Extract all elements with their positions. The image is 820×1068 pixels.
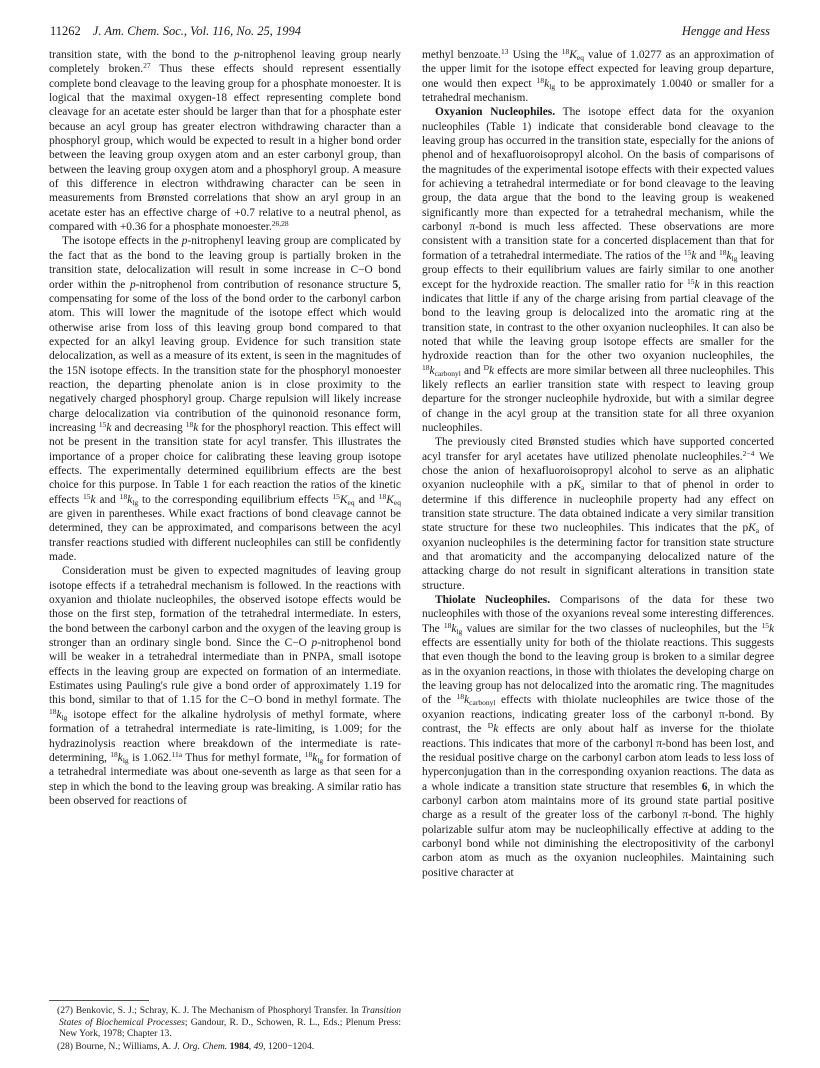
footnote: (28) Bourne, N.; Williams, A. J. Org. Chem. 1984, 49, 1200−1204.: [57, 1040, 315, 1052]
paragraph-text: Comparisons of the data for these two nucleophiles with those of the oxyanions reveal some interesting differences. The $^{18}k_{lg}$ values are similar for the two classes of nucleophiles, but the $^{15}$k effects are essentially unity for both of the thiolate reactions. This suggests that even though the bond to the leaving group is broken to a similar degree as in the oxyanion reactions, in those with thiolates the developing charge on the leaving group has not delocalized into the aromatic ring. The magnitudes of the $^{18}k_{carbonyl}$ effects with thiolate nucleophiles are twice those of the oxyanion reactions, indicating greater loss of the carbonyl π-bond. By contrast, the $^D$k effects are only about half as inverse for the thiolate reactions. This indicates that more of the carbonyl π-bond has been lost, and the residual positive charge on the carbonyl carbon atom leads to less loss of hyperconjugation than in the corresponding oxyanion reactions. The data as a whole indicate a transition state structure that resembles 6, in which the carbonyl carbon atom maintains more of its ground state partial positive charge as a result of the greater loss of the carbonyl π-bond. The highly polarizable sulfur atom may be nucleophilically effective at adding to the carbonyl bond while not diminishing the electropositivity of the carbonyl carbon atom as much as the oxyanion nucleophiles. Maintaining such positive character at: [422, 594, 775, 879]
footnote-rule: [49, 1000, 149, 1001]
running-header: [50, 24, 770, 40]
paragraph: The isotope effects in the p-nitrophenyl leaving group are complicated by the fact that as the bond to the leaving group is partially broken in the transition state, delocalization will result in some increase in C−O bond order within the p-nitrophenol from contribution of resonance structure 5, compensating for some of the loss of the bond order to the carbonyl carbon atom. This will lower the magnitude of the isotope effect which would otherwise arise from loss of this leaving group bond compared to that expected for an alkyl leaving group. Evidence for such transition state delocalization, as well as a measure of its extent, is seen in the magnitudes of the 15N isotope effects. In the transition state for the phosphoryl monoester reaction, the departing phenolate anion is in close proximity to the negatively charged phosphoryl group. Charge repulsion will likely increase charge delocalization via contribution of the quinonoid resonance form, increasing $^{15}$k and decreasing $^{18}$k for the phosphoryl reaction. This effect will not be present in the transition state for acyl transfer. This illustrates the importance of a proper choice for calibrating these leaving group isotope effects. The experimentally determined equilibrium effects are the best choice for this purpose. In Table 1 for each reaction the ratios of the kinetic effects $^{15}$k and $^{18}k_{lg}$ to the corresponding equilibrium effects $^{15}K_{eq}$ and $^{18}K_{eq}$ are given in parentheses. While exact fractions of bond cleavage cannot be determined, they can be approximated, and comparisons between the acyl transfer reactions studied with different nucleophiles can still be confidently made.: [49, 235, 401, 564]
footnotes: [49, 1000, 401, 1053]
page-number: 11262: [50, 24, 81, 38]
footnote: (27) Benkovic, S. J.; Schray, K. J. The Mechanism of Phosphoryl Transfer. In Transition States of Biochemical Processes; Gandour, R. D., Schowen, R. L., Eds.; Plenum Press: New York, 1978; Chapter 13.: [57, 1005, 401, 1040]
right-column: [422, 48, 774, 880]
header-authors: Hengge and Hess: [681, 24, 770, 38]
paragraph: [422, 105, 774, 435]
section-heading: Oxyanion Nucleophiles.: [435, 106, 556, 119]
paragraph: transition state, with the bond to the p-nitrophenol leaving group nearly completely broken.$^{27}$ Thus these effects should represent essentially complete bond cleavage to the leaving group for a phosphate monoester. It is logical that the maximal oxygen-18 effect representing complete bond cleavage for an acetate ester should be larger than that for a phosphate ester because an acyl group has greater electron withdrawing character than a phosphoryl group, which would be expected to result in a higher bond order between the leaving group oxygen atom and an ester carbonyl group, than between the leaving group oxygen atom and a phosphoryl group. A measure of this difference in electron withdrawing character can be seen in measurements from Brønsted correlations that show an aryl group in an acetate ester has an effective charge of +0.7 relative to a neutral phenol, as compared with +0.36 for a phosphate monoester.$^{26,28}$: [49, 49, 401, 234]
paragraph: The previously cited Brønsted studies which have supported concerted acyl transfer for aryl acetates have utilized phenolate nucleophiles.$^{2-4}$ We chose the anion of hexafluoroisopropyl alcohol to serve as an aliphatic oxyanion nucleophile with a $pK_a$ similar to that of phenol in order to determine if this difference in nucleophile property had any effect on transition state structure. The data obtained indicate a very similar transition state structure for these two nucleophiles. This indicates that the $pK_a$ of oxyanion nucleophiles is the determining factor for transition state structure and that aromaticity and the accompanying delocalized nature of the attacking charge do not result in significant alterations in transition state structure.: [422, 436, 774, 592]
paragraph: [422, 593, 774, 880]
left-column: [49, 48, 401, 808]
section-heading: Thiolate Nucleophiles.: [435, 594, 551, 607]
journal-citation: J. Am. Chem. Soc., Vol. 116, No. 25, 1994: [92, 24, 301, 38]
paragraph: Consideration must be given to expected magnitudes of leaving group isotope effects if a tetrahedral mechanism is followed. In the reactions with oxyanion and thiolate nucleophiles, the observed isotope effects would be those on the first step, formation of the tetrahedral intermediate. In esters, the bond between the carbonyl carbon and the oxygen of the leaving group is stronger than an ordinary single bond. Since the C−O p-nitrophenol bond will be weaker in a tetrahedral intermediate than in PNPA, small isotope effects in the leaving group are expected on formation of an intermediate. Estimates using Pauling's rule give a bond order of approximately 1.19 for this bond, similar to that of 1.15 for the C−O bond in methyl formate. The $^{18}k_{lg}$ isotope effect for the alkaline hydrolysis of methyl formate, where formation of a tetrahedral intermediate is rate-limiting, is 1.009; for the hydrazinolysis reaction where breakdown of the intermediate is rate-determining, $^{18}k_{lg}$ is 1.062.$^{11a}$ Thus for methyl formate, $^{18}k_{lg}$ for formation of a tetrahedral intermediate was about one-seventh as large as that seen for a step in which the bond to the leaving group was breaking. A similar ratio has been observed for reactions of: [49, 565, 402, 807]
header-left: [50, 24, 301, 39]
paragraph-text: The isotope effect data for the oxyanion nucleophiles (Table 1) indicate that considerable bond cleavage to the leaving group has occurred in the transition state, especially for the anions of phenol and of hexafluoroisopropyl alcohol. On the basis of comparisons of the magnitudes of the experimental isotope effects with their expected values for achieving a tetrahedral intermediate or for bond cleavage to the leaving group, the data argue that the bond to the leaving group is weakened significantly more than expected for a tetrahedral mechanism, while the carbonyl π-bond is much less affected. These observations are more consistent with a transition state for a concerted displacement than that for formation of a tetrahedral intermediate. The ratios of the $^{15}$k and $^{18}k_{lg}$ leaving group effects to their equilibrium values are fairly similar to one another except for the hydroxide reaction. The smaller ratio for $^{15}$k in this reaction indicates that little if any of the charge arising from partial cleavage of the bond to the leaving group is delocalized into the aromatic ring at the transition state, in contrast to the other oxyanion nucleophiles. It can also be noted that while the leaving group isotope effects are smaller for the hydroxide reaction than for the other two oxyanion nucleophiles, the $^{18}k_{carbonyl}$ and $^D$k effects are more similar between all three nucleophiles. This likely reflects an earlier transition state with respect to leaving group departure for the stronger nucleophile hydroxide, but with a similar degree of change in the acyl group at the transition state for all three oxyanion nucleophiles.: [422, 106, 774, 434]
paragraph: methyl benzoate.$^{13}$ Using the $^{18}K_{eq}$ value of 1.0277 as an approximation of the upper limit for the isotope effect expected for leaving group departure, one would then expect $^{18}k_{lg}$ to be approximately 1.0040 or smaller for a tetrahedral mechanism.: [422, 47, 774, 105]
